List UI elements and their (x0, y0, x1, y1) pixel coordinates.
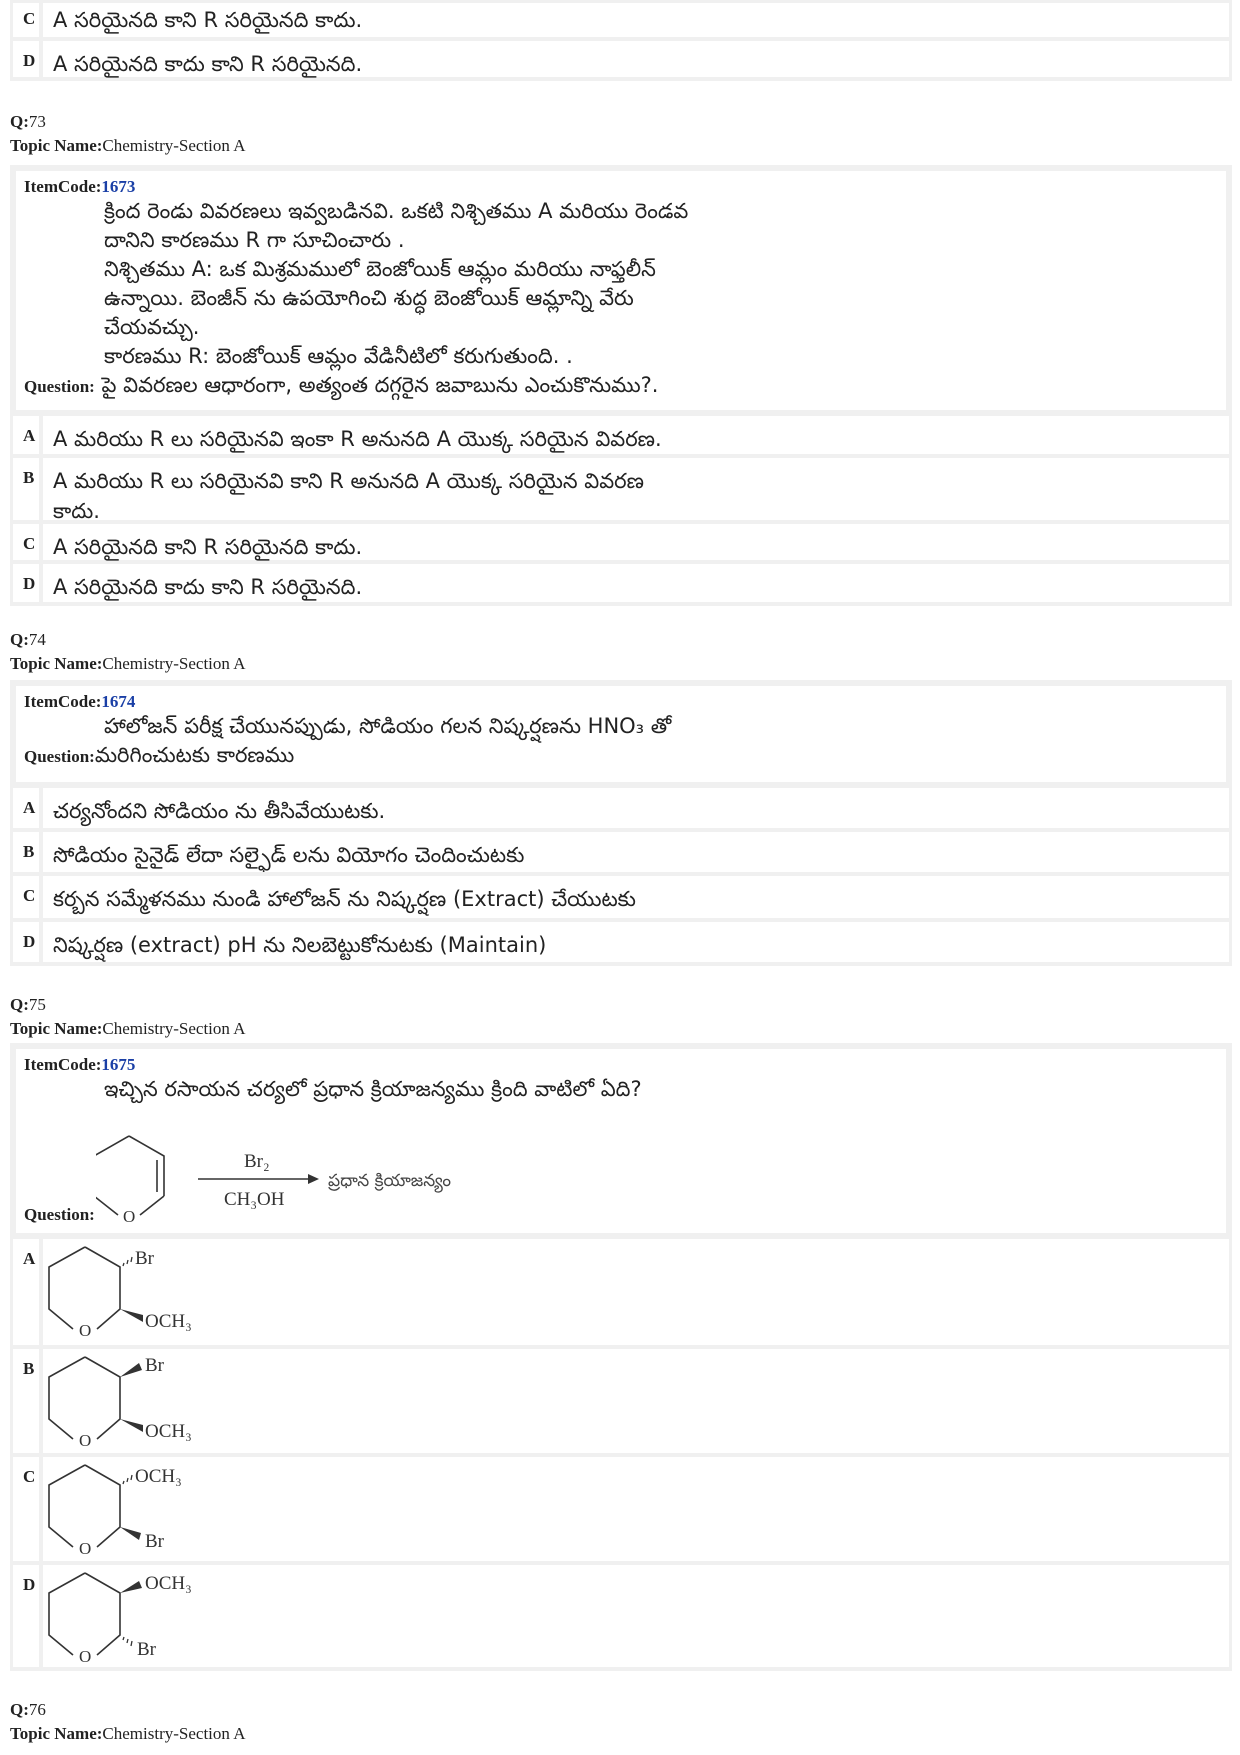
option-row-c[interactable] (13, 1457, 1229, 1565)
question-label: Question: (24, 377, 95, 396)
option-text: A సరియైనది కాదు కాని R సరియైనది. (43, 564, 1229, 602)
option-letter: C (13, 524, 43, 560)
option-text-continued: కాదు. (53, 499, 100, 523)
hashed-wedge (123, 1257, 132, 1266)
stem-text: ఇచ్చిన రసాయన చర్యలో ప్రధాన క్రియాజన్యము క్రింది వాటిలో ఏది? (104, 1077, 642, 1101)
option-text: సోడియం సైనైడ్ లేదా సల్ఫైడ్ లను వియోగం చెందించుటకు (43, 832, 1229, 872)
q-label: Q: (10, 630, 29, 649)
option-text: A మరియు R లు సరియైనవి ఇంకా R అనునది A యొక్క సరియైన వివరణ. (43, 416, 1229, 454)
option-row-b[interactable] (13, 458, 1229, 524)
option-row-c[interactable] (13, 3, 1229, 41)
question-header-75 (10, 993, 245, 1041)
option-letter: D (13, 922, 43, 962)
option-text: A సరియైనది కాని R సరియైనది కాదు. (43, 3, 1229, 37)
q-number: 74 (28, 630, 46, 649)
option-letter: B (13, 1349, 43, 1453)
item-code-label: ItemCode: (24, 1055, 102, 1074)
q-number: 76 (28, 1700, 46, 1719)
solid-wedge (120, 1309, 143, 1322)
q-label: Q: (10, 995, 29, 1014)
substituent-lower: OCH₃ (145, 1421, 192, 1442)
hashed-wedge (123, 1475, 132, 1484)
topic-name: Chemistry-Section A (102, 1019, 246, 1038)
q-label: Q: (10, 112, 29, 131)
option-text: A మరియు R లు సరియైనవి కాని R అనునది A యొక్క సరియైన వివరణ (53, 469, 644, 493)
item-code: 1673 (101, 177, 136, 196)
option-text: కర్బన సమ్మేళనము నుండి హాలోజన్ ను నిష్కర్షణ (Extract) చేయుటకు (43, 876, 1229, 918)
option-b-structure (43, 1349, 263, 1453)
question-header-74 (10, 628, 245, 676)
topic-label: Topic Name: (10, 1724, 103, 1743)
option-letter: D (13, 1565, 43, 1667)
stem-line: దానిని కారణము R గా సూచించారు . (104, 228, 405, 252)
substituent-lower: OCH₃ (145, 1311, 192, 1332)
option-text: నిష్కర్షణ (extract) pH ను నిలబెట్టుకోనుటకు (Maintain) (43, 922, 1229, 962)
stem-line: క్రింద రెండు వివరణలు ఇవ్వబడినవి. ఒకటి నిశ్చితము A మరియు రెండవ (104, 199, 689, 223)
previous-question-options (10, 0, 1232, 81)
topic-label: Topic Name: (10, 654, 103, 673)
stem-line: చేయవచ్చు. (104, 315, 200, 339)
question-panel-75 (10, 1043, 1232, 1671)
topic-name: Chemistry-Section A (102, 1724, 246, 1743)
reaction-scheme (96, 1131, 516, 1239)
option-text: A సరియైనది కాని R సరియైనది కాదు. (43, 524, 1229, 560)
option-letter: A (13, 788, 43, 828)
solid-wedge-upper (120, 1363, 142, 1377)
option-c-structure (43, 1457, 263, 1561)
option-row-a[interactable] (13, 1239, 1229, 1349)
topic-label: Topic Name: (10, 1019, 103, 1038)
question-header-76 (10, 1698, 245, 1746)
option-letter: C (13, 876, 43, 918)
reaction-arrow-head (308, 1174, 319, 1184)
ring-oxygen-label: O (79, 1321, 92, 1340)
option-letter: C (13, 1457, 43, 1561)
question-text: మరిగించుటకు కారణము (94, 743, 295, 767)
option-row-b[interactable] (13, 832, 1229, 876)
option-text: చర్యనోందని సోడియం ను తీసివేయుటకు. (43, 788, 1229, 828)
question-text: పై వివరణల ఆధారంగా, అత్యంత దగ్గరైన జవాబును ఎంచుకొనుము?. (101, 373, 659, 397)
option-row-b[interactable] (13, 1349, 1229, 1457)
dihydropyran-structure (96, 1136, 164, 1215)
option-row-a[interactable] (13, 416, 1229, 458)
option-row-a[interactable] (13, 788, 1229, 832)
question-stem (13, 683, 1229, 785)
item-code: 1674 (101, 692, 136, 711)
option-letter: B (13, 832, 43, 872)
option-letter: D (13, 564, 43, 602)
q-number: 75 (28, 995, 46, 1014)
substituent-upper: OCH₃ (135, 1466, 182, 1487)
option-row-d[interactable] (13, 1565, 1229, 1671)
ring-oxygen-label: O (123, 1207, 136, 1226)
ring-oxygen-label: O (79, 1647, 92, 1666)
reagent-top: Br₂ (244, 1151, 270, 1172)
option-row-d[interactable] (13, 564, 1229, 606)
question-label: Question: (24, 1205, 95, 1224)
option-letter: C (13, 3, 43, 37)
option-text: A సరియైనది కాదు కాని R సరియైనది. (43, 41, 1229, 77)
substituent-upper: Br (145, 1355, 164, 1376)
q-label: Q: (10, 1700, 29, 1719)
topic-name: Chemistry-Section A (102, 654, 246, 673)
substituent-upper: Br (135, 1248, 154, 1269)
question-panel-74 (10, 680, 1232, 966)
topic-label: Topic Name: (10, 136, 103, 155)
substituent-upper: OCH₃ (145, 1573, 192, 1594)
product-label: ప్రధాన క్రియాజన్యం (328, 1171, 451, 1191)
option-a-structure (43, 1239, 263, 1345)
option-row-d[interactable] (13, 41, 1229, 81)
question-stem (13, 1046, 1229, 1236)
option-letter: B (13, 458, 43, 520)
item-code-label: ItemCode: (24, 692, 102, 711)
solid-wedge (120, 1581, 142, 1593)
question-panel-73 (10, 165, 1232, 606)
topic-name: Chemistry-Section A (102, 136, 246, 155)
substituent-lower: Br (137, 1639, 156, 1660)
ring-oxygen-label: O (79, 1539, 92, 1558)
question-stem (13, 168, 1229, 413)
hashed-wedge (123, 1637, 132, 1646)
ring-oxygen-label: O (79, 1431, 92, 1450)
option-row-c[interactable] (13, 876, 1229, 922)
question-header-73 (10, 110, 245, 158)
solid-wedge-lower (120, 1419, 143, 1432)
option-row-d[interactable] (13, 922, 1229, 966)
stem-line: కారణము R: బెంజోయిక్ ఆమ్లం వేడినీటిలో కరుగుతుంది. . (104, 344, 573, 368)
option-row-c[interactable] (13, 524, 1229, 564)
stem-line: నిశ్చితము A: ఒక మిశ్రమములో బెంజోయిక్ ఆమ్లం మరియు నాఫ్తలీన్ (104, 257, 656, 281)
reagent-bottom: CH₃OH (224, 1189, 285, 1210)
substituent-lower: Br (145, 1531, 164, 1552)
option-letter: D (13, 41, 43, 77)
item-code-label: ItemCode: (24, 177, 102, 196)
stem-text: హాలోజన్ పరీక్ష చేయునప్పుడు, సోడియం గలన నిష్కర్షణను HNO₃ తో (104, 714, 672, 738)
q-number: 73 (28, 112, 46, 131)
solid-wedge (120, 1527, 141, 1540)
item-code: 1675 (101, 1055, 136, 1074)
question-label: Question: (24, 747, 95, 766)
option-d-structure (43, 1565, 263, 1667)
option-letter: A (13, 1239, 43, 1345)
stem-line: ఉన్నాయి. బెంజీన్ ను ఉపయోగించి శుద్ధ బెంజోయిక్ ఆమ్లాన్ని వేరు (104, 286, 634, 310)
option-letter: A (13, 416, 43, 454)
